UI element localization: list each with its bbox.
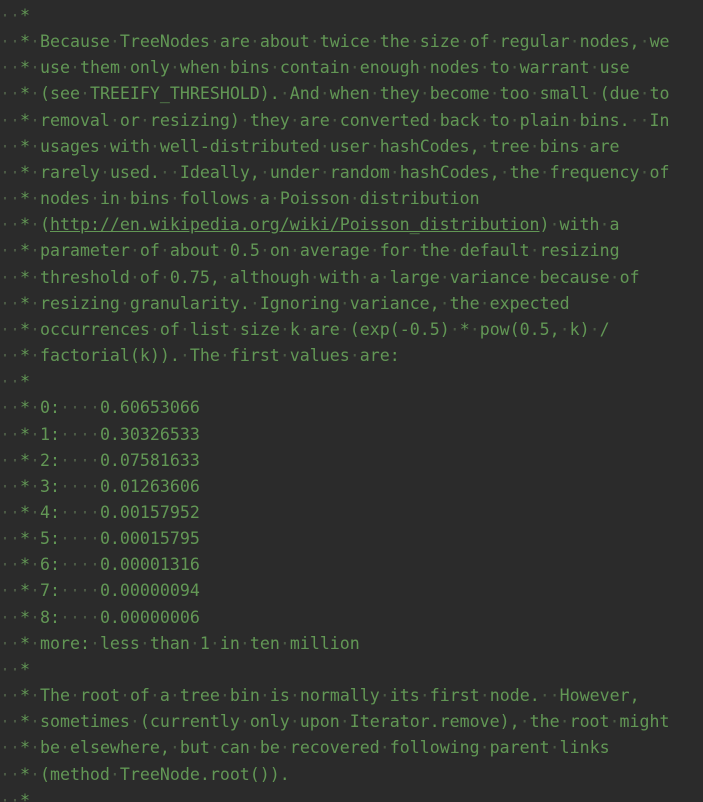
- comment-line: ··*: [0, 372, 30, 392]
- comment-line: ··*·1:····0.30326533: [0, 424, 200, 444]
- comment-line: ··*·parameter·of·about·0.5·on·average·for·the·default·resizing: [0, 241, 620, 261]
- comment-line: ··*·Because·TreeNodes·are·about·twice·the·size·of·regular·nodes,·we: [0, 32, 670, 52]
- comment-line: ··*·8:····0.00000006: [0, 607, 200, 627]
- comment-line: ··*: [0, 790, 30, 802]
- comment-line: ··*·2:····0.07581633: [0, 450, 200, 470]
- comment-line: ··*·6:····0.00001316: [0, 555, 200, 575]
- comment-line: ··*·rarely·used.··Ideally,·under·random·hashCodes,·the·frequency·of: [0, 162, 670, 182]
- comment-line: ··*·3:····0.01263606: [0, 476, 200, 496]
- comment-line: ··*·5:····0.00015795: [0, 529, 200, 549]
- comment-line: ··*·7:····0.00000094: [0, 581, 200, 601]
- comment-line: ··*·use·them·only·when·bins·contain·enough·nodes·to·warrant·use: [0, 58, 630, 78]
- comment-line: ··*·be·elsewhere,·but·can·be·recovered·following·parent·links: [0, 738, 610, 758]
- comment-line: ··*·(http://en.wikipedia.org/wiki/Poisson_distribution)·with·a: [0, 215, 620, 235]
- comment-line: ··*·resizing·granularity.·Ignoring·variance,·the·expected: [0, 293, 570, 313]
- comment-line: ··*·threshold·of·0.75,·although·with·a·large·variance·because·of: [0, 267, 640, 287]
- comment-line: ··*·sometimes·(currently·only·upon·Iterator.remove),·the·root·might: [0, 712, 670, 732]
- comment-line: ··*·nodes·in·bins·follows·a·Poisson·distribution: [0, 189, 480, 209]
- comment-line: ··*·The·root·of·a·tree·bin·is·normally·its·first·node.··However,: [0, 686, 640, 706]
- comment-line: ··*·more:·less·than·1·in·ten·million: [0, 633, 360, 653]
- comment-line: ··*·factorial(k)).·The·first·values·are:: [0, 346, 400, 366]
- comment-line: ··*·usages·with·well-distributed·user·hashCodes,·tree·bins·are: [0, 136, 620, 156]
- comment-line: ··*: [0, 659, 30, 679]
- comment-line: ··*·(method·TreeNode.root()).: [0, 764, 290, 784]
- comment-line: ··*·occurrences·of·list·size·k·are·(exp(-0.5)·*·pow(0.5,·k)·/: [0, 319, 610, 339]
- comment-line: ··*: [0, 6, 30, 25]
- comment-line: ··*·(see·TREEIFY_THRESHOLD).·And·when·they·become·too·small·(due·to: [0, 84, 670, 104]
- comment-line: ··*·removal·or·resizing)·they·are·converted·back·to·plain·bins.··In: [0, 110, 670, 130]
- comment-line: ··*·0:····0.60653066: [0, 398, 200, 418]
- poisson-distribution-link[interactable]: http://en.wikipedia.org/wiki/Poisson_distribution: [49, 215, 540, 235]
- comment-line: ··*·4:····0.00157952: [0, 502, 200, 522]
- javadoc-comment-block: [0, 3, 670, 802]
